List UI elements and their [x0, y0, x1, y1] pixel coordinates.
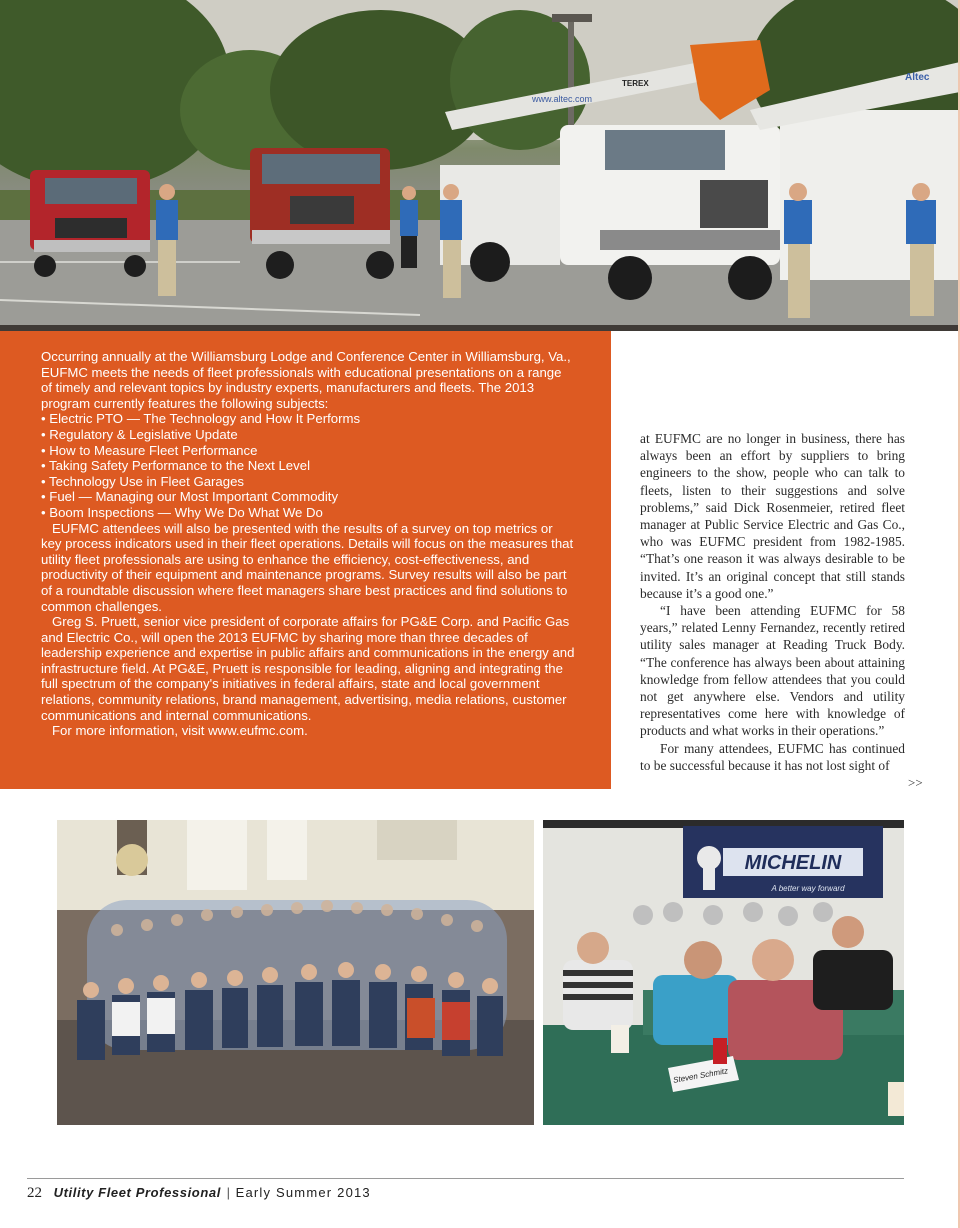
page-footer [27, 1185, 371, 1202]
magazine-title: Utility Fleet Professional [53, 1185, 221, 1200]
article-paragraph: at EUFMC are no longer in business, there has always been an effort by suppliers to bring engineers to the show, people who can talk to fleets, listen to their suggestions and solve problems,” said Dick Rosenmeier, retired fleet manager at Public Service Electric and Gas Co., who was EUFMC president from 1982-1985. “That’s one reason it was always desirable to be invited. It’s an original concept that still stands because it’s a good one.” [640, 431, 905, 601]
footer-rule [27, 1178, 904, 1179]
attendees-scene [543, 820, 904, 1125]
sidebar-more-info: For more information, visit www.eufmc.com. [52, 723, 308, 739]
article-paragraph: For many attendees, EUFMC has continued to be successful because it has not lost sight of [640, 740, 905, 773]
banner-tagline: A better way forward [771, 884, 845, 893]
topic-item: • Regulatory & Legislative Update [41, 426, 238, 442]
truck-brand-decal: Altec [905, 72, 930, 83]
truck-url-decal: www.altec.com [532, 94, 593, 104]
topic-item: • Taking Safety Performance to the Next Level [41, 458, 310, 474]
topic-item: • Fuel — Managing our Most Important Commodity [41, 489, 339, 505]
topics-list [41, 411, 575, 520]
top-photo-trucks [0, 0, 960, 330]
sidebar-survey-paragraph: EUFMC attendees will also be presented with the results of a survey on top metrics or key process indicators used in their fleet operations. Details will focus on the measures that utility fleet professionals are using to enhance the efficiency, cost-effectiveness, and productivity of their equipment and maintenance programs. Survey results will also be part of a roundtable discussion where fleet managers share best practices and find solutions to common challenges. [41, 520, 574, 614]
continue-arrow-icon: >> [908, 775, 923, 790]
issue-label: Early Summer 2013 [235, 1185, 371, 1200]
group-photo [57, 820, 534, 1125]
truck-model-decal: TEREX [622, 79, 649, 88]
group-scene [57, 820, 534, 1125]
page-number: 22 [27, 1185, 42, 1201]
topic-item: • How to Measure Fleet Performance [41, 442, 258, 458]
article-column [640, 430, 905, 774]
sidebar-program-box [0, 331, 611, 789]
topic-item: • Boom Inspections — Why We Do What We Do [41, 504, 323, 520]
truck-scene [0, 0, 960, 330]
footer-separator: | [226, 1185, 230, 1200]
attendees-photo [543, 820, 904, 1125]
sidebar-intro: Occurring annually at the Williamsburg Lodge and Conference Center in Williamsburg, Va., EUFMC meets the needs of fleet professionals with educational presentations on a range of timely and relevant topics by industry experts, manufacturers and fleets. The 2013 program currently features the following subjects: [41, 349, 571, 411]
topic-item: • Electric PTO — The Technology and How It Performs [41, 411, 361, 427]
sidebar-pruett-paragraph: Greg S. Pruett, senior vice president of corporate affairs for PG&E Corp. and Pacific Gas and Electric Co., will open the 2013 EUFMC by sharing more than three decades of leadership experience and expertise in public affairs and communications in the energy and infrastructure field. At PG&E, Pruett is responsible for leading, aligning and integrating the full spectrum of the company's initiatives in federal affairs, state and local government relations, community relations, brand management, advertising, media relations, customer communications and internal communications. [41, 614, 575, 723]
name-tent-text: Steven Schmitz [672, 1066, 729, 1085]
article-paragraph: “I have been attending EUFMC for 58 years,” related Lenny Fernandez, recently retired utility sales manager at Reading Truck Body. “The conference has always been about attaining knowledge from fellow attendees that you could not get anywhere else. Vendors and utility representatives come here with knowledge of products and what works in their operations.” [640, 603, 905, 739]
topic-item: • Technology Use in Fleet Garages [41, 473, 245, 489]
banner-brand: MICHELIN [744, 852, 842, 874]
